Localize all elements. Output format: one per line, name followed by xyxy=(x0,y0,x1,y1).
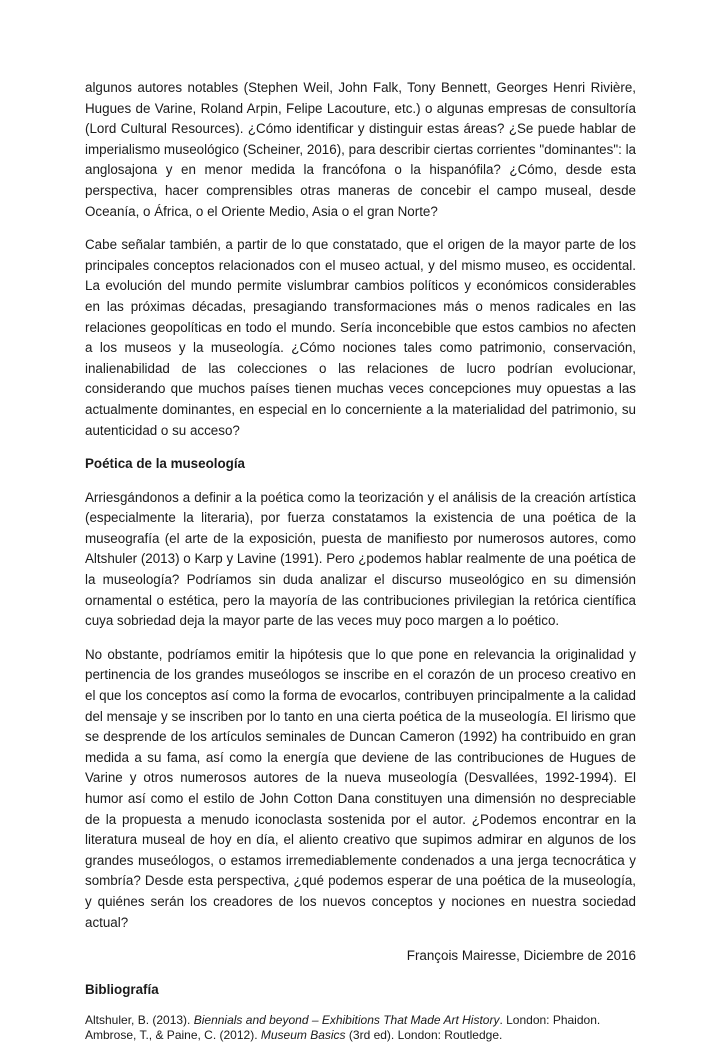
bib-title: Biennials and beyond – Exhibitions That Made Art History xyxy=(193,1013,500,1028)
paragraph: Cabe señalar también, a partir de lo que constatado, que el origen de la mayor parte de los principales conceptos relacionados con el museo actual, y del mismo museo, es occidental. La evolución del mundo permite vislumbrar cambios políticos y económicos considerables en las próximas décadas, presagiando transformaciones más o menos radicales en las relaciones geopolíticas en todo el mundo. Sería inconcebible que estos cambios no afecten a los museos y la museología. ¿Cómo nociones tales como patrimonio, conservación, inalienabilidad de las colecciones o las relaciones de lucro podrían evolucionar, considerando que muchos países tienen muchas veces concepciones muy opuestas a las actualmente dominantes, en especial en lo concerniente a la materialidad del patrimonio, su autenticidad o su acceso? xyxy=(85,237,636,438)
paragraph: No obstante, podríamos emitir la hipótesis que lo que pone en relevancia la originalidad y pertinencia de los grandes museólogos se inscribe en el corazón de un proceso creativo en el que los conceptos así como la forma de evocarlos, contribuyen principalmente a la calidad del mensaje y se inscriben por lo tanto en una cierta poética de la museología. El lirismo que se desprende de los artículos seminales de Duncan Cameron (1992) ha contribuido en gran medida a su fama, así como la energía que deviene de las contribuciones de Hugues de Varine y otros numerosos autores de la nueva museología (Desvallées, 1992-1994). El humor así como el estilo de John Cotton Dana constituyen una dimensión no despreciable de la propuesta a menudo iconoclasta sostenida por el autor. ¿Podemos encontrar en la literatura museal de hoy en día, el aliento creativo que supimos admirar en algunos de los grandes museólogos, o estamos irremediablemente condenados a una jerga tecnocrática y sombría? Desde esta perspectiva, ¿qué podemos esperar de una poética de la museología, y quiénes serán los creadores de los nuevos conceptos y nociones en nuestra sociedad actual? xyxy=(85,646,636,930)
bib-author: Ambrose, T., & Paine, C. (2012). xyxy=(85,1028,261,1043)
paragraph: Arriesgándonos a definir a la poética como la teorización y el análisis de la creación artística (especialmente la literaria), por fuerza constatamos la existencia de una poética de la museografía (el arte de la exposición, puesta de manifiesto por numerosos autores, como Altshuler (2013) o Karp y Lavine (1991). Pero ¿podemos hablar realmente de una poética de la museología? Podríamos sin duda analizar el discurso museológico en su dimensión ornamental o estética, pero la mayoría de las contribuciones privilegian la retórica científica cuya sobriedad deja la mayor parte de las veces muy poco margen a lo poético. xyxy=(85,489,636,629)
bib-publisher: . London: Phaidon. xyxy=(499,1013,601,1028)
bib-author: Altshuler, B. (2013). xyxy=(85,1013,194,1028)
paragraph: algunos autores notables (Stephen Weil, John Falk, Tony Bennett, Georges Henri Rivière, Hugues de Varine, Roland Arpin, Felipe Lacouture, etc.) o algunas empresas de consultoría (Lord Cultural Resources). ¿Cómo identificar y distinguir estas áreas? ¿Se puede hablar de imperialismo museológico (Scheiner, 2016), para describir ciertas corrientes "dominantes": la anglosajona y en menor medida la francófona o la hispanófila? ¿Cómo, desde esta perspectiva, hacer comprensibles otras maneras de concebir el campo museal, desde Oceanía, o África, o el Oriente Medio, Asia o el gran Norte? xyxy=(85,80,636,219)
bib-publisher: (3rd ed). London: Routledge. xyxy=(345,1028,503,1043)
bib-title: Museum Basics xyxy=(260,1028,346,1043)
bibliography-heading: Bibliografía xyxy=(85,981,159,997)
bibliography-entry xyxy=(85,1013,636,1028)
section-heading: Poética de la museología xyxy=(85,456,245,472)
document-page xyxy=(85,78,636,1043)
bibliography-entry xyxy=(85,1028,636,1043)
signature: François Mairesse, Diciembre de 2016 xyxy=(406,948,636,964)
